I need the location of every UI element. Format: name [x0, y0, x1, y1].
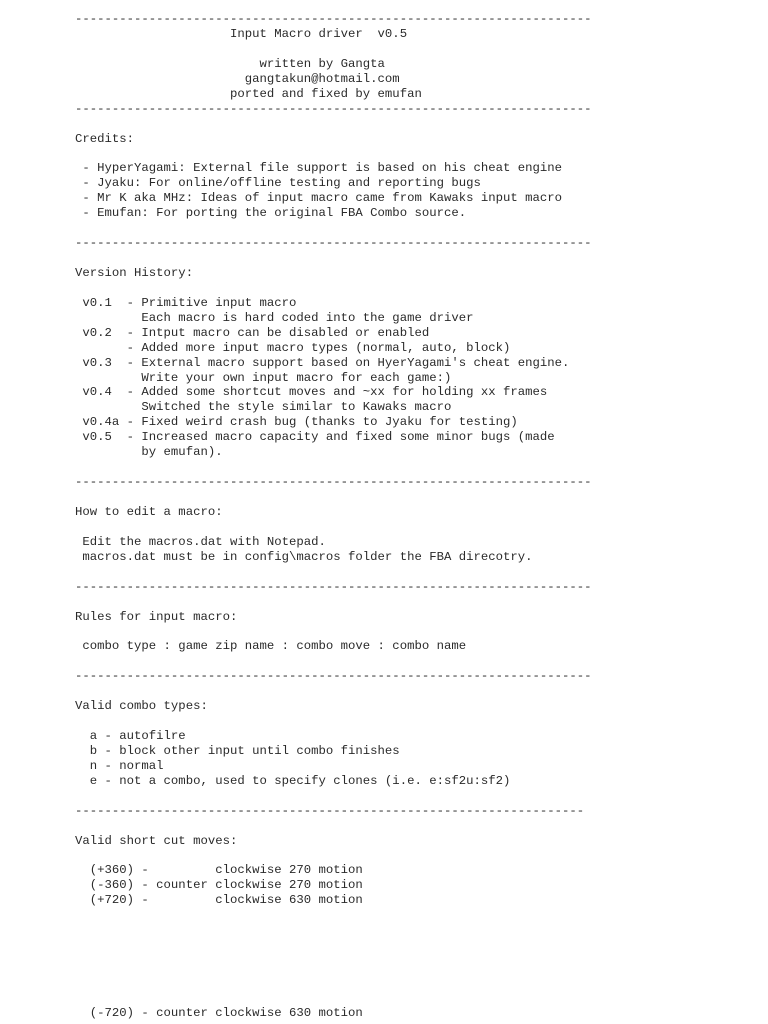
text-line: v0.1 - Primitive input macro: [75, 295, 297, 310]
section-heading: Rules for input macro:: [75, 609, 238, 624]
text-line: Edit the macros.dat with Notepad.: [75, 534, 326, 549]
document-body: [75, 12, 592, 908]
text-line: Write your own input macro for each game:): [75, 370, 452, 385]
text-line: (+360) - clockwise 270 motion: [75, 863, 363, 878]
text-line: b - block other input until combo finishes: [75, 743, 400, 758]
blank-line: [75, 714, 592, 729]
blank-line: [75, 490, 592, 505]
text-line: v0.4 - Added some shortcut moves and ~xx for holding xx frames: [75, 385, 548, 400]
text-line: v0.5 - Increased macro capacity and fixed some minor bugs (made: [75, 430, 555, 445]
text-line: combo type : game zip name : combo move : combo name: [75, 639, 467, 654]
separator-line: ----------------------------------------------------------------------: [75, 579, 592, 594]
separator-line: ---------------------------------------------------------------------: [75, 803, 585, 818]
text-line: - HyperYagami: External file support is based on his cheat engine: [75, 161, 563, 176]
text-line: v0.3 - External macro support based on HyerYagami's cheat engine.: [75, 355, 570, 370]
section-heading: How to edit a macro:: [75, 504, 223, 519]
blank-line: [75, 565, 592, 580]
text-line: ported and fixed by emufan: [75, 86, 422, 101]
blank-line: [75, 819, 592, 834]
blank-line: [75, 146, 592, 161]
text-line: a - autofilre: [75, 729, 186, 743]
separator-line: ----------------------------------------------------------------------: [75, 475, 592, 490]
blank-line: [75, 460, 592, 475]
separator-line: ----------------------------------------------------------------------: [75, 101, 592, 116]
blank-line: [75, 684, 592, 699]
blank-line: [75, 789, 592, 804]
section-heading: Valid combo types:: [75, 699, 208, 714]
blank-line: [75, 251, 592, 266]
text-line: v0.4a - Fixed weird crash bug (thanks to Jyaku for testing): [75, 415, 518, 430]
blank-line: [75, 42, 592, 57]
blank-line: [75, 221, 592, 236]
blank-line: [75, 595, 592, 610]
text-line: (+720) - clockwise 630 motion: [75, 893, 363, 908]
text-line: - Mr K aka MHz: Ideas of input macro came from Kawaks input macro: [75, 191, 563, 206]
text-line: v0.2 - Intput macro can be disabled or enabled: [75, 325, 430, 340]
blank-line: [75, 520, 592, 535]
text-line: Switched the style similar to Kawaks macro: [75, 400, 452, 415]
text-line: n - normal: [75, 758, 164, 773]
text-line: gangtakun@hotmail.com: [75, 71, 400, 86]
separator-line: ----------------------------------------------------------------------: [75, 236, 592, 251]
text-line: written by Gangta: [75, 56, 385, 71]
section-heading: Valid short cut moves:: [75, 833, 238, 848]
blank-line: [75, 281, 592, 296]
section-heading: Version History:: [75, 265, 194, 280]
separator-line: ----------------------------------------------------------------------: [75, 12, 592, 26]
text-line: Each macro is hard coded into the game driver: [75, 310, 474, 325]
text-line: e - not a combo, used to specify clones (i.e. e:sf2u:sf2): [75, 773, 511, 788]
blank-line: [75, 654, 592, 669]
blank-line: [75, 624, 592, 639]
text-line: by emufan).: [75, 445, 223, 460]
text-line: - Emufan: For porting the original FBA Combo source.: [75, 206, 467, 221]
text-line: - Jyaku: For online/offline testing and reporting bugs: [75, 176, 481, 191]
text-line: (-360) - counter clockwise 270 motion: [75, 878, 363, 893]
text-line: macros.dat must be in config\macros folder the FBA direcotry.: [75, 549, 533, 564]
separator-line: ----------------------------------------------------------------------: [75, 669, 592, 684]
section-heading: Credits:: [75, 131, 135, 146]
blank-line: [75, 849, 592, 864]
text-line: Input Macro driver v0.5: [75, 26, 408, 41]
document-footer-line: (-720) - counter clockwise 630 motion: [75, 1006, 363, 1020]
blank-line: [75, 117, 592, 132]
text-line: - Added more input macro types (normal, auto, block): [75, 340, 511, 355]
